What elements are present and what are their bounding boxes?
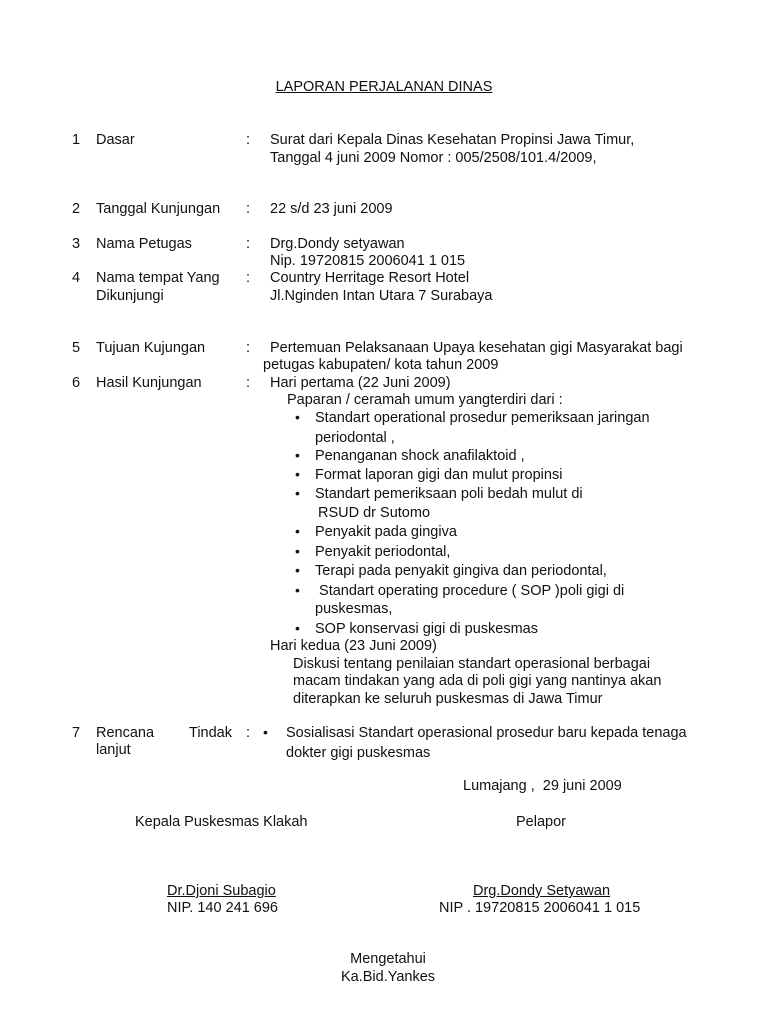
item-label-tempat: Nama tempat Yang [96,270,220,286]
dasar-line-1: Surat dari Kepala Dinas Kesehatan Propinsi Jawa Timur, [270,132,635,148]
petugas-name: Drg.Dondy setyawan [270,236,405,252]
bullet-icon: • [295,409,300,425]
list-item: SOP konservasi gigi di puskesmas [315,621,538,637]
tempat-name: Country Herritage Resort Hotel [270,270,470,286]
bullet-icon: • [295,582,300,598]
tujuan-line-1: Pertemuan Pelaksanaan Upaya kesehatan gigi Masyarakat bagi [270,340,683,356]
item-label-hasil: Hasil Kunjungan [96,375,202,391]
right-signatory-nip: NIP . 19720815 2006041 1 015 [439,900,641,916]
list-item-continuation: puskesmas, [315,601,393,617]
item-number: 7 [72,725,81,741]
hasil-day2-heading: Hari kedua (23 Juni 2009) [270,638,437,654]
item-label-dasar: Dasar [96,132,135,148]
bullet-icon: • [295,447,300,463]
list-item: Standart operating procedure ( SOP )poli gigi di [315,583,625,599]
item-number: 6 [72,375,81,391]
hasil-intro: Paparan / ceramah umum yangterdiri dari : [287,392,563,408]
item-label-tempat-2: Dikunjungi [96,288,164,304]
item-number: 4 [72,270,81,286]
rencana-line-1: Sosialisasi Standart operasional prosedur baru kepada tenaga [286,725,687,741]
bullet-icon: • [295,485,300,501]
hasil-day1-heading: Hari pertama (22 Juni 2009) [270,375,451,391]
bullet-icon: • [263,724,268,740]
list-item: Penanganan shock anafilaktoid , [315,448,525,464]
acknowledge-line-2: Ka.Bid.Yankes [340,969,436,985]
item-number: 2 [72,201,81,217]
item-number: 3 [72,236,81,252]
petugas-nip: Nip. 19720815 2006041 1 015 [270,253,466,269]
left-signatory-nip: NIP. 140 241 696 [167,900,278,916]
list-item: Format laporan gigi dan mulut propinsi [315,467,563,483]
colon: : [246,236,251,252]
tujuan-line-2: petugas kabupaten/ kota tahun 2009 [263,357,499,373]
item-label-tujuan: Tujuan Kujungan [96,340,206,356]
colon: : [246,375,251,391]
list-item: Penyakit periodontal, [315,544,451,560]
rencana-line-2: dokter gigi puskesmas [286,745,431,761]
left-signatory-name: Dr.Djoni Subagio [167,883,276,899]
place-date: Lumajang , 29 juni 2009 [463,778,622,794]
left-signatory-role: Kepala Puskesmas Klakah [135,814,308,830]
tanggal-value: 22 s/d 23 juni 2009 [270,201,393,217]
item-label-rencana: Rencana [96,725,155,741]
bullet-icon: • [295,543,300,559]
colon: : [246,270,251,286]
acknowledge-line-1: Mengetahui [350,951,426,967]
item-label-petugas: Nama Petugas [96,236,192,252]
item-number: 5 [72,340,81,356]
item-number: 1 [72,132,81,148]
tempat-address: Jl.Nginden Intan Utara 7 Surabaya [270,288,493,304]
list-item-continuation: periodontal , [315,430,395,446]
right-signatory-name: Drg.Dondy Setyawan [473,883,611,899]
colon: : [246,340,251,356]
colon: : [246,201,251,217]
colon: : [246,132,251,148]
item-label-tindak: Tindak [189,725,232,741]
day2-line: Diskusi tentang penilaian standart operasional berbagai [293,656,651,672]
page-title: LAPORAN PERJALANAN DINAS [275,79,493,95]
right-signatory-role: Pelapor [516,814,566,830]
dasar-line-2: Tanggal 4 juni 2009 Nomor : 005/2508/101.4/2009, [270,150,597,166]
list-item-continuation: RSUD dr Sutomo [318,505,431,521]
list-item: Penyakit pada gingiva [315,524,457,540]
day2-line: macam tindakan yang ada di poli gigi yang nantinya akan [293,673,662,689]
bullet-icon: • [295,523,300,539]
bullet-icon: • [295,466,300,482]
list-item: Standart operational prosedur pemeriksaan jaringan [315,410,650,426]
item-label-lanjut: lanjut [96,742,131,758]
day2-line: diterapkan ke seluruh puskesmas di Jawa Timur [293,691,603,707]
list-item: Terapi pada penyakit gingiva dan periodontal, [315,563,607,579]
item-label-tanggal: Tanggal Kunjungan [96,201,221,217]
bullet-icon: • [295,562,300,578]
list-item: Standart pemeriksaan poli bedah mulut di [315,486,583,502]
bullet-icon: • [295,620,300,636]
colon: : [246,725,251,741]
